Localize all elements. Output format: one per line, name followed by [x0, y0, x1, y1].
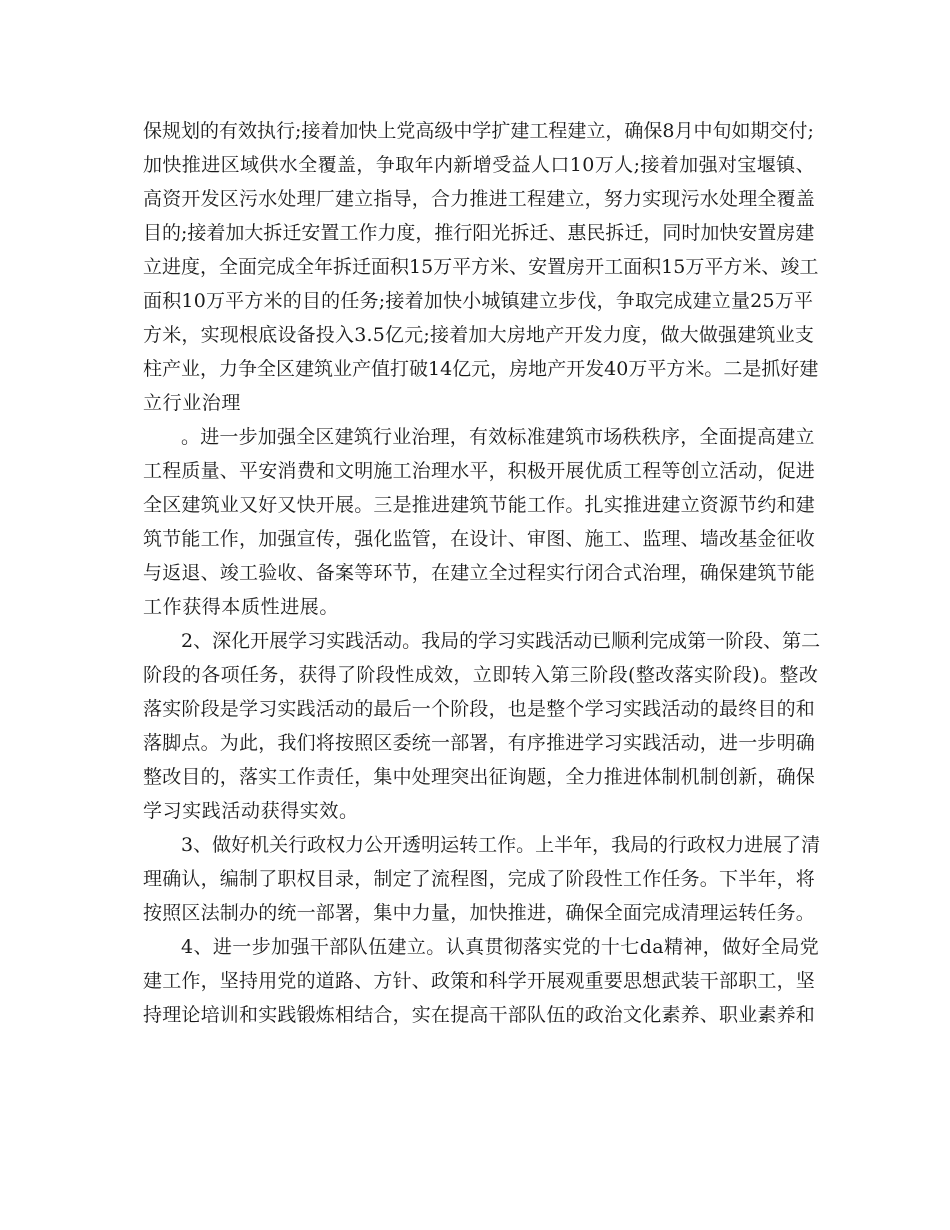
text-line: 。进一步加强全区建筑行业治理，有效标准建筑市场秩秩序，全面提高建立	[181, 426, 815, 448]
text-line: 建工作，坚持用党的道路、方针、政策和科学开展观重要思想武装干部职工，坚	[143, 970, 816, 992]
text-line: 整改目的，落实工作责任，集中处理突出征询题，全力推进体制机制创新，确保	[143, 766, 816, 788]
text-line: 落实阶段是学习实践活动的最后一个阶段，也是整个学习实践活动的最终目的和	[143, 698, 816, 720]
text-line: 学习实践活动获得实效。	[143, 800, 359, 822]
text-line: 目的;接着加大拆迁安置工作力度，推行阳光拆迁、惠民拆迁，同时加快安置房建	[143, 222, 815, 244]
text-line: 3、做好机关行政权力公开透明运转工作。上半年，我局的行政权力进展了清	[181, 834, 821, 856]
text-line: 加快推进区域供水全覆盖，争取年内新增受益人口10万人;接着加强对宝堰镇、	[143, 154, 815, 176]
text-line: 方米，实现根底设备投入3.5亿元;接着加大房地产开发力度，做大做强建筑业支	[143, 324, 815, 346]
text-line: 阶段的各项任务，获得了阶段性成效，立即转入第三阶段(整改落实阶段)。整改	[143, 664, 819, 686]
text-line: 工作获得本质性进展。	[143, 596, 340, 618]
text-line: 按照区法制办的统一部署，集中力量，加快推进，确保全面完成清理运转任务。	[143, 902, 816, 924]
text-line: 理确认，编制了职权目录，制定了流程图，完成了阶段性工作任务。下半年，将	[143, 868, 816, 890]
text-line: 持理论培训和实践锻炼相结合，实在提高干部队伍的政治文化素养、职业素养和	[143, 1004, 816, 1026]
text-line: 全区建筑业又好又快开展。三是推进建筑节能工作。扎实推进建立资源节约和建	[143, 494, 816, 516]
text-line: 与返退、竣工验收、备案等环节，在建立全过程实行闭合式治理，确保建筑节能	[143, 562, 816, 584]
text-line: 立进度，全面完成全年拆迁面积15万平方米、安置房开工面积15万平方米、竣工	[143, 256, 819, 278]
text-line: 保规划的有效执行;接着加快上党高级中学扩建工程建立，确保8月中旬如期交付;	[143, 120, 814, 142]
text-line: 2、深化开展学习实践活动。我局的学习实践活动已顺利完成第一阶段、第二	[181, 630, 821, 652]
text-line: 4、进一步加强干部队伍建立。认真贯彻落实党的十七da精神，做好全局党	[181, 936, 820, 958]
text-line: 工程质量、平安消费和文明施工治理水平，积极开展优质工程等创立活动，促进	[143, 460, 816, 482]
text-line: 落脚点。为此，我们将按照区委统一部署，有序推进学习实践活动，进一步明确	[143, 732, 816, 754]
text-line: 面积10万平方米的目的任务;接着加快小城镇建立步伐，争取完成建立量25万平	[143, 290, 814, 312]
text-line: 立行业治理	[143, 392, 242, 414]
text-line: 筑节能工作，加强宣传，强化监管，在设计、审图、施工、监理、墙改基金征收	[143, 528, 816, 550]
text-line: 高资开发区污水处理厂建立指导，合力推进工程建立，努力实现污水处理全覆盖	[143, 188, 816, 210]
text-line: 柱产业，力争全区建筑业产值打破14亿元，房地产开发40万平方米。二是抓好建	[143, 358, 819, 380]
